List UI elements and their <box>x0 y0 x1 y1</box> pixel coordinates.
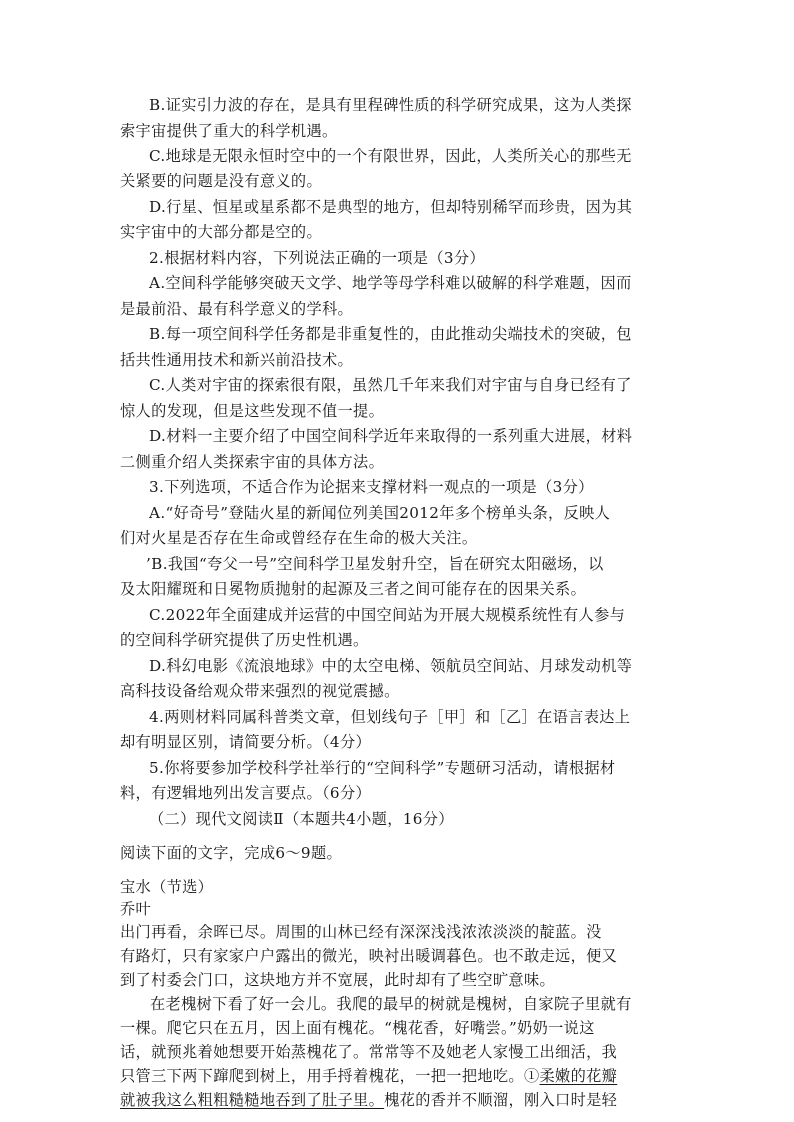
text-line: 二侧重介绍人类探索宇宙的具体方法。 <box>120 453 385 471</box>
text-line: 料，有逻辑地列出发言要点。（6分） <box>120 784 372 802</box>
text-line: 关紧要的问题是没有意义的。 <box>120 172 322 190</box>
passage-text: 只管三下两下蹿爬到树上，用手捋着槐花，一把一把地吃。① <box>120 1067 540 1085</box>
text-line: D.科幻电影《流浪地球》中的太空电梯、领航员空间站、月球发动机等 <box>149 657 633 675</box>
underlined-sentence: 柔嫩的花瓣 <box>539 1067 618 1085</box>
passage-line <box>120 1090 617 1110</box>
passage-line: 有路灯，只有家家户户露出的微光，映衬出暖调暮色。也不敢走远，便又 <box>120 947 618 965</box>
text-line: A.“好奇号”登陆火星的新闻位列美国2012年多个榜单头条，反映人 <box>149 504 611 522</box>
passage-line: 一棵。爬它只在五月，因上面有槐花。“槐花香，好嘴尝。”奶奶一说这 <box>120 1019 595 1037</box>
question-2: 2.根据材料内容，下列说法正确的一项是（3分） <box>149 249 485 267</box>
text-line: C.地球是无限永恒时空中的一个有限世界，因此，人类所关心的那些无 <box>149 147 632 165</box>
passage-line: 到了村委会门口，这块地方并不宽展，此时却有了些空旷意味。 <box>120 971 556 989</box>
question-5: 5.你将要参加学校科学社举行的“空间科学”专题研习活动，请根据材 <box>149 759 616 777</box>
text-line: 索宇宙提供了重大的科学机遇。 <box>120 122 338 140</box>
passage-author: 乔叶 <box>120 900 152 918</box>
text-line: 们对火星是否存在生命或曾经存在生命的极大关注。 <box>120 529 478 547</box>
question-4: 4.两则材料同属科普类文章，但划线句子［甲］和［乙］在语言表达上 <box>149 708 631 726</box>
passage-line: 出门再看，余晖已尽。周围的山林已经有深深浅浅浓浓淡淡的靛蓝。没 <box>120 923 602 941</box>
passage-line <box>120 1066 617 1086</box>
text-line: C.人类对宇宙的探索很有限，虽然几千年来我们对宇宙与自身已经有了 <box>149 376 632 394</box>
text-line: ’B.我国“夸父一号”空间科学卫星发射升空，旨在研究太阳磁场，以 <box>146 555 604 573</box>
text-line: 括共性通用技术和新兴前沿技术。 <box>120 351 354 369</box>
text-line: 却有明显区别，请简要分析。（4分） <box>120 733 372 751</box>
section-heading: （二）现代文阅读Ⅱ（本题共4小题，16分） <box>149 810 454 828</box>
text-line: 及太阳耀斑和日冕物质抛射的起源及三者之间可能存在的因果关系。 <box>120 580 587 598</box>
text-line: 高科技设备给观众带来强烈的视觉震撼。 <box>120 682 400 700</box>
text-line: 是最前沿、最有科学意义的学科。 <box>120 300 354 318</box>
passage-line: 在老槐树下看了好一会儿。我爬的最早的树就是槐树，自家院子里就有 <box>150 995 632 1013</box>
question-3: 3.下列选项，不适合作为论据来支撑材料一观点的一项是（3分） <box>149 478 594 496</box>
reading-instruction: 阅读下面的文字，完成6～9题。 <box>120 844 343 862</box>
text-line: B.每一项空间科学任务都是非重复性的，由此推动尖端技术的突破，包 <box>149 325 632 343</box>
passage-line: 话，就预兆着她想要开始蒸槐花了。常常等不及她老人家慢工出细活，我 <box>120 1043 618 1061</box>
text-line: A.空间科学能够突破天文学、地学等母学科难以破解的科学难题，因而 <box>149 274 632 292</box>
text-line: C.2022年全面建成并运营的中国空间站为开展大规模系统性有人参与 <box>149 606 626 624</box>
text-line: D.行星、恒星或星系都不是典型的地方，但却特别稀罕而珍贵，因为其 <box>149 198 633 216</box>
text-line: 实宇宙中的大部分都是空的。 <box>120 223 322 241</box>
text-line: 惊人的发现，但是这些发现不值一提。 <box>120 402 385 420</box>
text-line: B.证实引力波的存在，是具有里程碑性质的科学研究成果，这为人类探 <box>149 96 632 114</box>
passage-text: 槐花的香并不顺溜，刚入口时是轻 <box>384 1091 618 1109</box>
passage-title: 宝水（节选） <box>120 878 214 896</box>
text-line: 的空间科学研究提供了历史性机遇。 <box>120 631 369 649</box>
underlined-sentence-continued: 就被我这么粗粗糙糙地吞到了肚子里。 <box>120 1091 385 1109</box>
text-line: D.材料一主要介绍了中国空间科学近年来取得的一系列重大进展，材料 <box>149 427 633 445</box>
